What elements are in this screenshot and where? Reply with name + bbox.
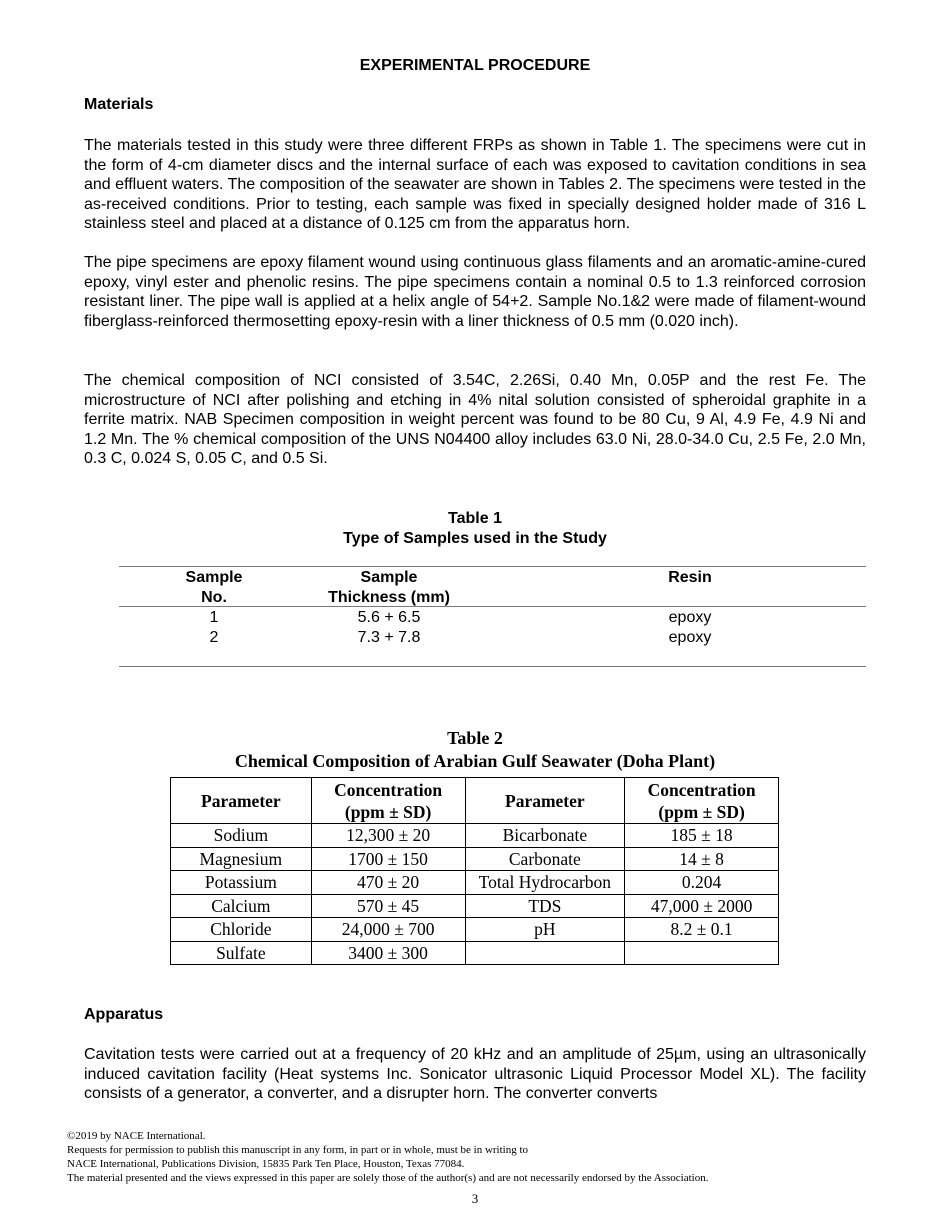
table2-header-text: Parameter (505, 790, 585, 811)
table2-header-text: Parameter (201, 790, 281, 811)
footer-permission: Requests for permission to publish this manuscript in any form, in part or in whole, must be in writing to (67, 1144, 529, 1156)
table1-caption (0, 509, 950, 548)
table2-cell: 0.204 (625, 871, 779, 895)
table1-cell: 1 (209, 609, 219, 626)
table2-row (171, 847, 779, 871)
table2-cell: 14 ± 8 (625, 847, 779, 871)
table2-cell: 24,000 ± 700 (311, 918, 465, 942)
table2-cell: 185 ± 18 (625, 824, 779, 848)
table2-cell: Magnesium (171, 847, 312, 871)
table2-row (171, 824, 779, 848)
table1-title: Type of Samples used in the Study (343, 529, 607, 547)
table1-cell: epoxy (668, 609, 712, 626)
table1-header-sample-no (164, 568, 264, 608)
table2-cell: 570 ± 45 (311, 894, 465, 918)
table2-header-cell (625, 778, 779, 824)
table2-header-cell (465, 778, 625, 824)
table2-cell (625, 941, 779, 965)
apparatus-paragraph: Cavitation tests were carried out at a frequency of 20 kHz and an amplitude of 25µm, using an ultrasonically induced cavitation facility (Heat systems Inc. Sonicator ultrasonic Liquid Processor Model XL). The facility consists of a generator, a converter, and a disrupter horn. The converter converts (84, 1046, 866, 1103)
table1-cell: 5.6 + 6.5 (357, 609, 421, 626)
footer-copyright: ©2019 by NACE International. (67, 1130, 206, 1142)
materials-paragraph-1: The materials tested in this study were three different FRPs as shown in Table 1. The specimens were cut in the form of 4-cm diameter discs and the internal surface of each was exposed to cavitation conditions in sea and effluent waters. The composition of the seawater are shown in Tables 2. The specimens were tested in the as-received conditions. Prior to testing, each sample was fixed in specially designed holder made of 316 L stainless steel and placed at a distance of 0.125 cm from the apparatus horn. (84, 137, 866, 233)
materials-paragraph-3: The chemical composition of NCI consisted of 3.54C, 2.26Si, 0.40 Mn, 0.05P and the rest Fe. The microstructure of NCI after polishing and etching in 4% nital solution consisted of spheroidal graphite in a ferrite matrix. NAB Specimen composition in weight percent was found to be 80 Cu, 9 Al, 4.9 Fe, 4.9 Ni and 1.2 Mn. The % chemical composition of the UNS N04400 alloy includes 63.0 Ni, 28.0-34.0 Cu, 2.5 Fe, 2.0 Mn, 0.3 C, 0.024 S, 0.05 C, and 0.5 Si. (84, 372, 866, 468)
table2-header-cell (311, 778, 465, 824)
table2-cell: Sodium (171, 824, 312, 848)
table1-cell: 7.3 + 7.8 (357, 629, 421, 646)
table2-row (171, 918, 779, 942)
table2-header-text: Concentration (334, 779, 443, 800)
table2-cell: Bicarbonate (465, 824, 625, 848)
page-number: 3 (471, 1191, 479, 1206)
table1-header-line: Sample (185, 569, 243, 586)
table2-cell: 1700 ± 150 (311, 847, 465, 871)
table2-header-cell (171, 778, 312, 824)
table2-cell: Potassium (171, 871, 312, 895)
table1-cell: 2 (209, 629, 219, 646)
table1-header-line: No. (201, 589, 227, 606)
table1-bottom-rule (119, 666, 866, 667)
section-heading: EXPERIMENTAL PROCEDURE (359, 57, 591, 74)
table2-header-text: (ppm ± SD) (344, 801, 432, 822)
table2-cell: Chloride (171, 918, 312, 942)
materials-heading: Materials (84, 96, 154, 113)
table2-cell: 47,000 ± 2000 (625, 894, 779, 918)
footer-disclaimer: The material presented and the views expressed in this paper are solely those of the author(s) and are not necessarily endorsed by the Association. (67, 1172, 709, 1184)
table2-cell: Total Hydrocarbon (465, 871, 625, 895)
materials-paragraph-2: The pipe specimens are epoxy filament wound using continuous glass filaments and an aromatic-amine-cured epoxy, vinyl ester and phenolic resins. The pipe specimens contain a nominal 0.5 to 1.3 reinforced corrosion resistant liner. The pipe wall is applied at a helix angle of 54+2. Sample No.1&2 were made of filament-wound fiberglass-reinforced thermosetting epoxy-resin with a liner thickness of 0.5 mm (0.020 inch). (84, 254, 866, 330)
table1-label: Table 1 (448, 510, 502, 527)
table1-header-line: Resin (668, 569, 712, 586)
table2-header-text: Concentration (647, 779, 756, 800)
table2-row (171, 894, 779, 918)
table2-row (171, 871, 779, 895)
table2-cell: TDS (465, 894, 625, 918)
table2-cell (465, 941, 625, 965)
table1-header-resin (620, 568, 760, 588)
table1-top-rule (119, 566, 866, 567)
table2-cell: 8.2 ± 0.1 (625, 918, 779, 942)
table2-cell: 3400 ± 300 (311, 941, 465, 965)
table2-cell: pH (465, 918, 625, 942)
table2-row (171, 941, 779, 965)
table2-header-text: (ppm ± SD) (658, 801, 745, 822)
table2 (170, 777, 779, 965)
page-footer (67, 1129, 887, 1185)
apparatus-heading: Apparatus (84, 1006, 164, 1023)
footer-address: NACE International, Publications Division, 15835 Park Ten Place, Houston, Texas 77084. (67, 1158, 465, 1170)
table2-cell: Sulfate (171, 941, 312, 965)
table1-header-line: Thickness (mm) (328, 589, 450, 606)
table1-header-thickness (309, 568, 469, 608)
table2-cell: Carbonate (465, 847, 625, 871)
table2-title: Chemical Composition of Arabian Gulf Seawater (Doha Plant) (234, 751, 716, 771)
table2-cell: Calcium (171, 894, 312, 918)
table1-cell: epoxy (668, 629, 712, 646)
table2-label: Table 2 (447, 728, 503, 748)
table2-cell: 470 ± 20 (311, 871, 465, 895)
table2-header-row (171, 778, 779, 824)
table1-header-line: Sample (360, 569, 418, 586)
table2-caption (0, 727, 950, 773)
table2-cell: 12,300 ± 20 (311, 824, 465, 848)
